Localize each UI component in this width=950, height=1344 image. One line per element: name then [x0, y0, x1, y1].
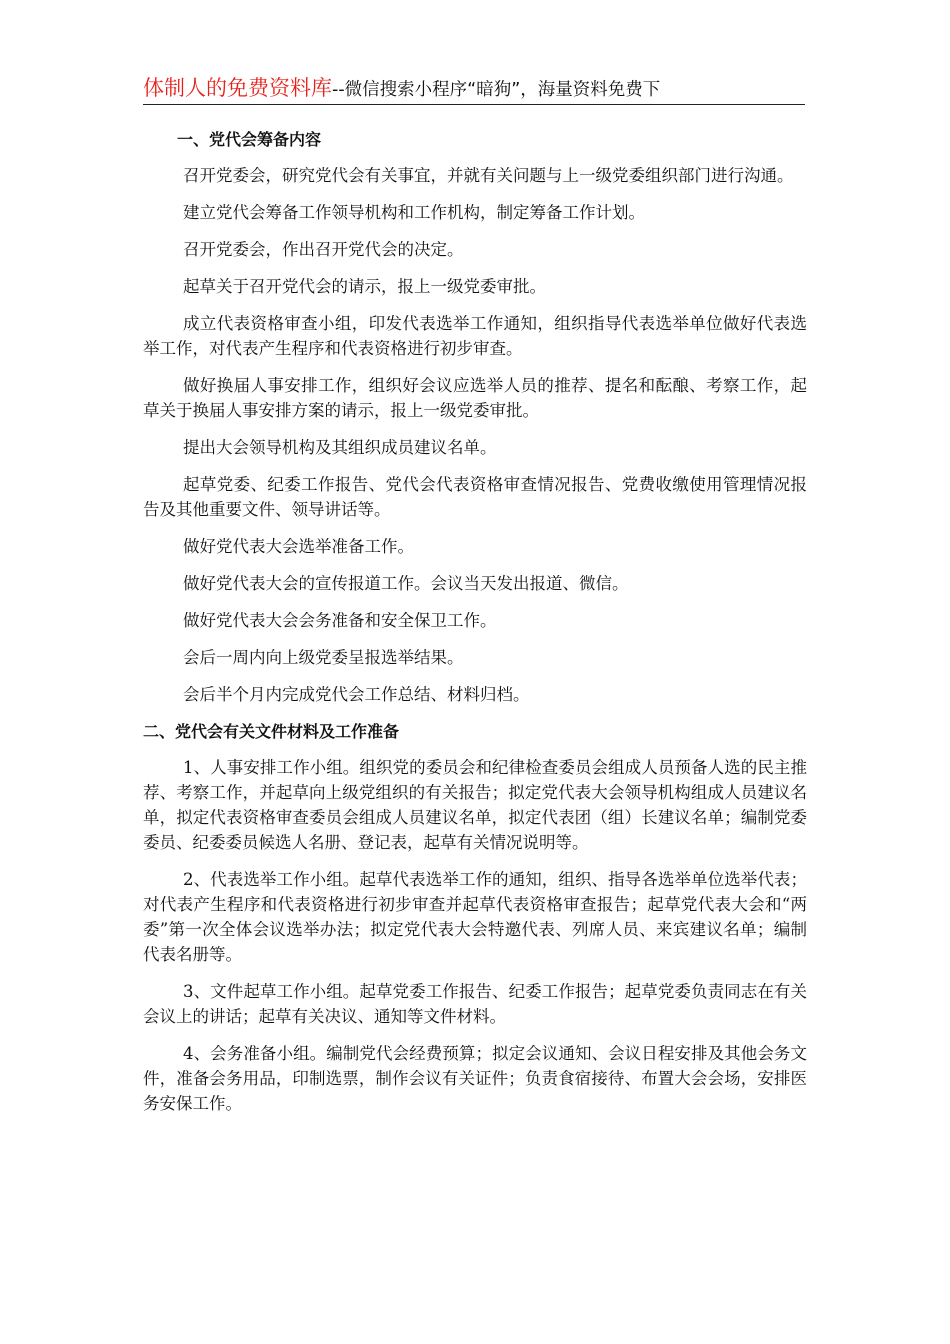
paragraph: 做好党代表大会的宣传报道工作。会议当天发出报道、微信。	[183, 574, 629, 593]
paragraph: 召开党委会，作出召开党代会的决定。	[183, 240, 464, 259]
paragraph: 1、人事安排工作小组。组织党的委员会和纪律检查委员会组成人员预备人选的民主推荐、考察工作，并起草向上级党组织的有关报告；拟定党代表大会领导机构组成人员建议名单，拟定代表资格审查委员会组成人员建议名单，拟定代表团（组）长建议名单；编制党委委员、纪委委员候选人名册、登记表，起草有关情况说明等。	[143, 758, 807, 852]
paragraph: 召开党委会，研究党代会有关事宜，并就有关问题与上一级党委组织部门进行沟通。	[183, 166, 794, 185]
paragraph: 会后一周内向上级党委呈报选举结果。	[183, 648, 464, 667]
paragraph: 做好党代表大会选举准备工作。	[183, 537, 414, 556]
section-heading-1: 一、党代会筹备内容	[177, 130, 322, 149]
paragraph: 做好换届人事安排工作，组织好会议应选举人员的推荐、提名和酝酿、考察工作，起草关于换届人事安排方案的请示，报上一级党委审批。	[143, 376, 807, 420]
header-brand: 体制人的免费资料库	[143, 76, 332, 100]
paragraph: 会后半个月内完成党代会工作总结、材料归档。	[183, 685, 530, 704]
paragraph: 起草关于召开党代会的请示，报上一级党委审批。	[183, 277, 546, 296]
paragraph: 提出大会领导机构及其组织成员建议名单。	[183, 438, 497, 457]
page-header	[143, 72, 805, 105]
section-heading-2: 二、党代会有关文件材料及工作准备	[143, 722, 400, 741]
paragraph: 起草党委、纪委工作报告、党代会代表资格审查情况报告、党费收缴使用管理情况报告及其他重要文件、领导讲话等。	[143, 475, 807, 519]
paragraph: 3、文件起草工作小组。起草党委工作报告、纪委工作报告；起草党委负责同志在有关会议上的讲话；起草有关决议、通知等文件材料。	[143, 982, 807, 1026]
paragraph: 做好党代表大会会务准备和安全保卫工作。	[183, 611, 497, 630]
paragraph: 成立代表资格审查小组，印发代表选举工作通知，组织指导代表选举单位做好代表选举工作，对代表产生程序和代表资格进行初步审查。	[143, 314, 807, 358]
paragraph: 2、代表选举工作小组。起草代表选举工作的通知，组织、指导各选举单位选举代表；对代表产生程序和代表资格进行初步审查并起草代表资格审查报告；起草党代表大会和“两委”第一次全体会议选举办法；拟定党代表大会特邀代表、列席人员、来宾建议名单；编制代表名册等。	[143, 870, 807, 964]
paragraph: 4、会务准备小组。编制党代会经费预算；拟定会议通知、会议日程安排及其他会务文件，准备会务用品，印制选票，制作会议有关证件；负责食宿接待、布置大会会场，安排医务安保工作。	[143, 1044, 807, 1113]
document-body	[143, 127, 807, 1128]
header-tagline: --微信搜索小程序“暗狗”，海量资料免费下	[332, 80, 661, 100]
paragraph: 建立党代会筹备工作领导机构和工作机构，制定筹备工作计划。	[183, 203, 645, 222]
